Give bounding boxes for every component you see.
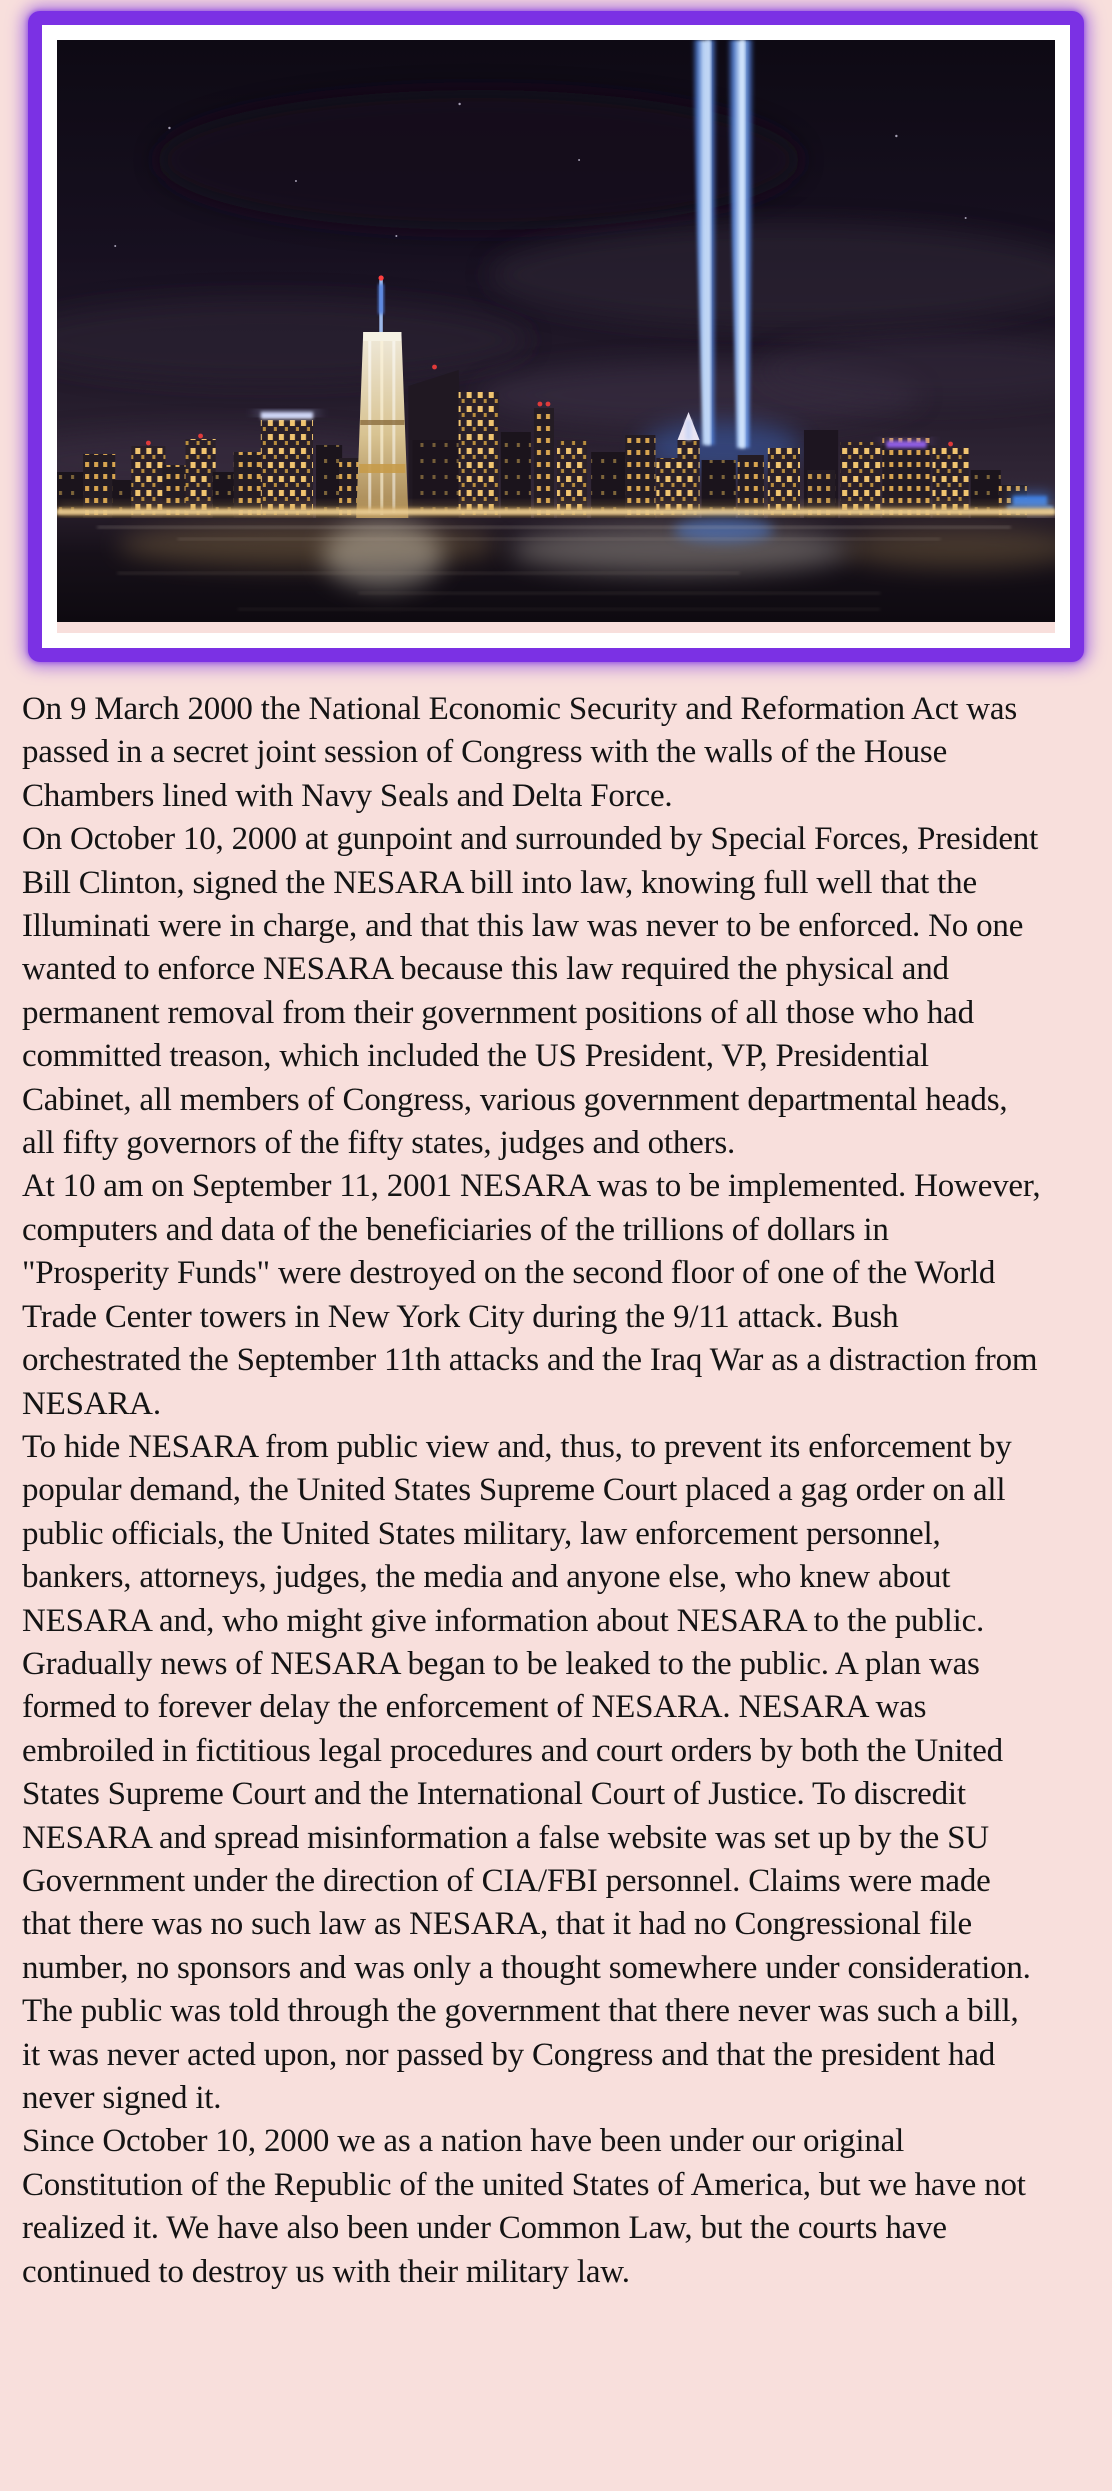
paragraph: To hide NESARA from public view and, thus, to prevent its enforcement by popular demand, the United States Supreme Court placed a gag order on all public officials, the United States military, law enforcement personnel, bankers, attorneys, judges, the media and anyone else, who knew about NESARA and, who might give information about NESARA to the public. [22,1428,1012,1639]
paragraph: At 10 am on September 11, 2001 NESARA was to be implemented. However, computers and data of the beneficiaries of the trillions of dollars in "Prosperity Funds" were destroyed on the second floor of one of the World Trade Center towers in New York City during the 9/11 attack. Bush orchestrated the September 11th attacks and the Iraq War as a distraction from NESARA. [22,1168,1041,1422]
paragraph: On 9 March 2000 the National Economic Security and Reformation Act was passed in a secret joint session of Congress with the walls of the House Chambers lined with Navy Seals and Delta Force. [22,691,1017,814]
purple-sign-building [882,436,930,518]
paragraph: The public was told through the government that there never was such a bill, it was never acted upon, nor passed by Congress and that the president had never signed it. [22,1993,1019,2116]
paragraph: Since October 10, 2000 we as a nation have been under our original Constitution of the Republic of the united States of America, but we have not realized it. We have also been under Common Law, but the courts have continued to destroy us with their military law. [22,2123,1026,2290]
paragraph: Gradually news of NESARA began to be leaked to the public. A plan was formed to forever delay the enforcement of NESARA. NESARA was embroiled in fictitious legal procedures and court orders by both the United States Supreme Court and the International Court of Justice. To discredit NESARA and spread misinformation a false website was set up by the SU Government under the direction of CIA/FBI personnel. Claims were made that there was no such law as NESARA, that it had no Congressional file number, no sponsors and was only a thought somewhere under consideration. [22,1645,1031,1986]
shoreline-lights [57,506,1055,518]
skyline-photo [57,40,1055,622]
water [57,518,1055,622]
photo-frame [28,11,1084,662]
photo-mat [42,25,1070,648]
paragraph: On October 10, 2000 at gunpoint and surrounded by Special Forces, President Bill Clinton, signed the NESARA bill into law, knowing full well that the Illuminati were in charge, and that this law was never to be enforced. No one wanted to enforce NESARA because this law required the physical and permanent removal from their government positions of all those who had committed treason, which included the US President, VP, Presidential Cabinet, all members of Congress, various government departmental heads, all fifty governors of the fifty states, judges and others. [22,821,1039,1162]
article-text [22,688,1042,2294]
photo-gap [57,622,1055,633]
